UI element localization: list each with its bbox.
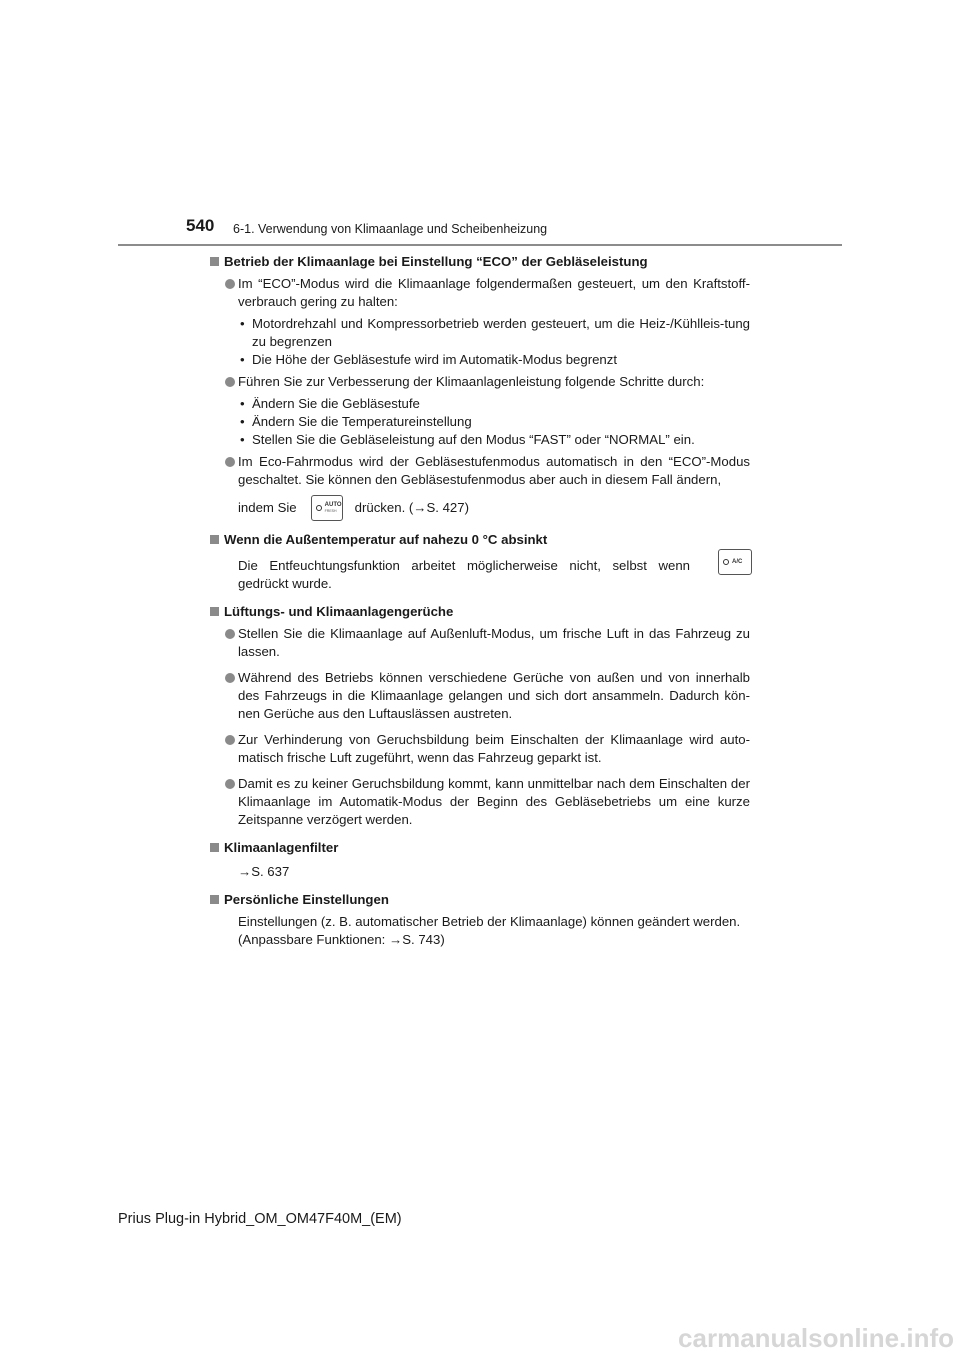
heading-filter [210, 839, 750, 857]
dot-mark-icon: • [240, 352, 245, 367]
ac-text-line-2: gedrückt wurde. [238, 576, 332, 591]
bullet-eco-2 [210, 373, 750, 391]
square-bullet-icon [210, 535, 219, 544]
bullet-eco-1-text: Im “ECO”-Modus wird die Klimaanlage folgendermaßen gesteuert, um den Kraftstoff-verbrauch gering zu halten: [238, 276, 750, 309]
ac-text-line-1: Die Entfeuchtungsfunktion arbeitet möglicherweise nicht, selbst wenn [238, 558, 690, 573]
square-bullet-icon [210, 607, 219, 616]
heading-outside-temp-text: Wenn die Außentemperatur auf nahezu 0 °C absinkt [224, 532, 548, 547]
dot-mark-icon: • [240, 432, 245, 447]
header-divider [118, 244, 842, 246]
footer-manual-id: Prius Plug-in Hybrid_OM_OM47F40M_(EM) [118, 1211, 402, 1227]
bullet-smell-3-text: Zur Verhinderung von Geruchsbildung beim Einschalten der Klimaanlage wird auto-matisch frische Luft zugeführt, wenn das Fahrzeug geparkt ist. [238, 732, 750, 765]
bullet-smell-1 [210, 625, 750, 661]
sub-item-text: Ändern Sie die Temperatureinstellung [252, 414, 472, 429]
bullet-eco-3-text: Im Eco-Fahrmodus wird der Gebläsestufenmodus automatisch in den “ECO”-Modus geschaltet. Sie können den Gebläsestufenmodus aber auch in diesem Fall ändern, [238, 454, 750, 487]
sub-item-text: Stellen Sie die Gebläseleistung auf den Modus “FAST” oder “NORMAL” ein. [252, 432, 695, 447]
sub-item-text: Motordrehzahl und Kompressorbetrieb werden gesteuert, um die Heiz-/Kühlleis-tung zu begrenzen [252, 316, 750, 349]
round-bullet-icon [225, 377, 235, 387]
heading-personal-text: Persönliche Einstellungen [224, 892, 389, 907]
heading-smell-text: Lüftungs- und Klimaanlagengerüche [224, 604, 454, 619]
page-content [210, 253, 750, 949]
auto-line-pre: indem Sie [238, 500, 297, 515]
sub-item [210, 315, 750, 351]
bullet-smell-1-text: Stellen Sie die Klimaanlage auf Außenluft-Modus, um frische Luft in das Fahrzeug zu lassen. [238, 626, 750, 659]
auto-button-label: AUTO [324, 502, 342, 508]
personal-text-1: Einstellungen (z. B. automatischer Betrieb der Klimaanlage) können geändert werden. [238, 914, 741, 929]
round-bullet-icon [225, 673, 235, 683]
round-bullet-icon [225, 279, 235, 289]
section-title: 6-1. Verwendung von Klimaanlage und Scheibenheizung [233, 222, 548, 236]
sub-item [210, 395, 750, 413]
filter-page-reference: →S. 637 [238, 864, 290, 879]
bullet-smell-4 [210, 775, 750, 829]
bullet-smell-3 [210, 731, 750, 767]
dot-mark-icon: • [240, 396, 245, 411]
sub-item [210, 431, 750, 449]
sub-item [210, 413, 750, 431]
indicator-led-icon [316, 505, 322, 511]
sub-item-text: Die Höhe der Gebläsestufe wird im Automatik-Modus begrenzt [252, 352, 618, 367]
sub-item-text: Ändern Sie die Gebläsestufe [252, 396, 420, 411]
bullet-eco-2-text: Führen Sie zur Verbesserung der Klimaanlagenleistung folgende Schritte durch: [238, 374, 705, 389]
bullet-eco-1 [210, 275, 750, 311]
auto-line-post: drücken. (→S. 427) [354, 500, 469, 515]
personal-text-2: (Anpassbare Funktionen: →S. 743) [238, 932, 445, 947]
sub-item [210, 351, 750, 369]
round-bullet-icon [225, 457, 235, 467]
bullet-eco-3 [210, 453, 750, 489]
round-bullet-icon [225, 779, 235, 789]
auto-button-line [210, 495, 750, 521]
page-number: 540 [186, 216, 215, 235]
heading-eco-text: Betrieb der Klimaanlage bei Einstellung “ECO” der Gebläseleistung [224, 254, 648, 269]
bullet-smell-2 [210, 669, 750, 723]
auto-button-sublabel: FRESH [324, 509, 337, 513]
ac-paragraph [210, 557, 750, 593]
heading-filter-text: Klimaanlagenfilter [224, 840, 339, 855]
ac-button-label: A/C [732, 559, 743, 565]
bullet-smell-4-text: Damit es zu keiner Geruchsbildung kommt, kann unmittelbar nach dem Einschalten der Klimaanlage im Automatik-Modus der Beginn des Gebläsebetriebs um eine kurze Zeitspanne verzögert werden. [238, 776, 750, 827]
dot-mark-icon: • [240, 316, 245, 331]
round-bullet-icon [225, 735, 235, 745]
dot-mark-icon: • [240, 414, 245, 429]
square-bullet-icon [210, 895, 219, 904]
sub-list-eco-2 [210, 395, 750, 449]
square-bullet-icon [210, 843, 219, 852]
watermark-logo: carmanualsonline.info [678, 1323, 954, 1353]
indicator-led-icon [723, 559, 729, 565]
bullet-smell-2-text: Während des Betriebs können verschiedene Gerüche von außen und von innerhalb des Fahrzeugs in die Klimaanlage gelangen und sich dort ansammeln. Dadurch kön-nen Gerüche aus den Luftauslässen austreten. [238, 670, 750, 721]
round-bullet-icon [225, 629, 235, 639]
auto-fresh-button-icon [311, 495, 343, 521]
heading-personal-settings [210, 891, 750, 909]
heading-eco [210, 253, 750, 271]
square-bullet-icon [210, 257, 219, 266]
heading-smell [210, 603, 750, 621]
sub-list-eco-1 [210, 315, 750, 369]
ac-button-icon [718, 549, 752, 575]
heading-outside-temp [210, 531, 750, 549]
